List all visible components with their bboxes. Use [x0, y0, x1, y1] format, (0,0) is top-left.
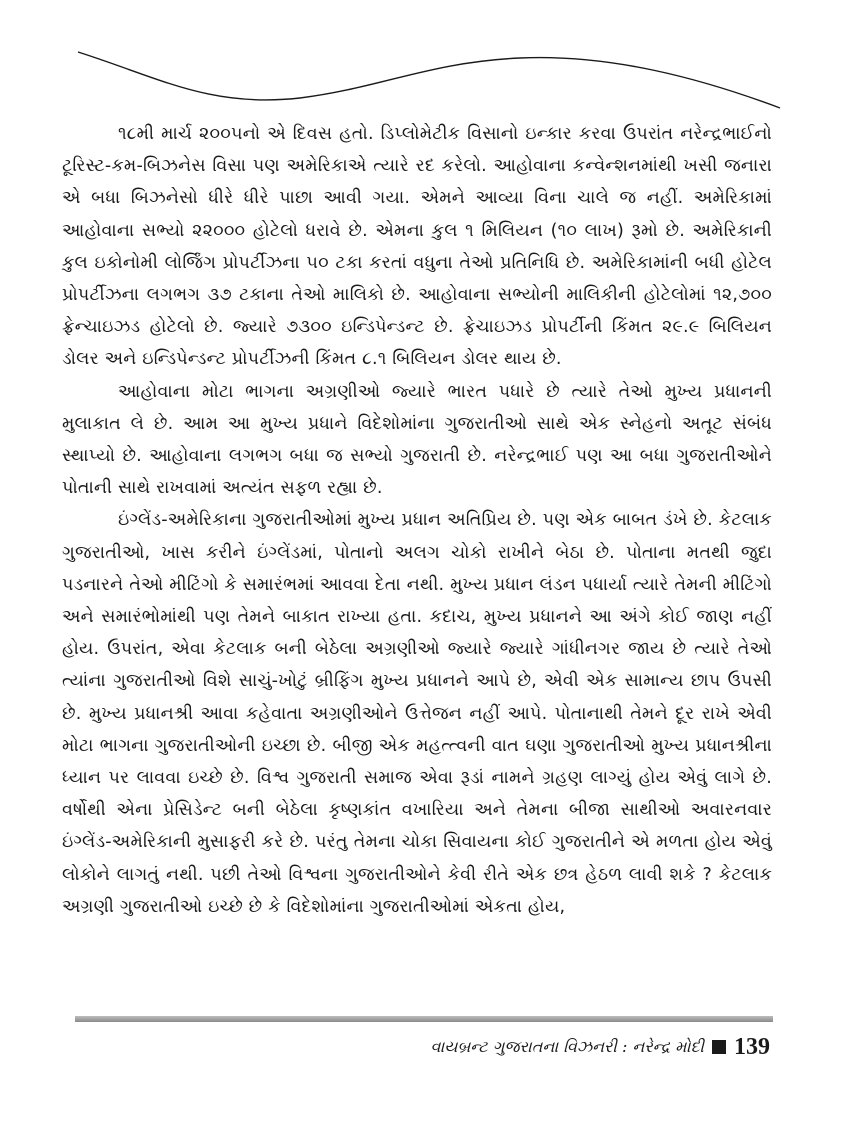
paragraph: આહોવાના મોટા ભાગના અગ્રણીઓ જ્યારે ભારત પધારે છે ત્યારે તેઓ મુખ્ય પ્રધાનની મુલાકાત લે છે. આમ આ મુખ્ય પ્રધાને વિદેશોમાંના ગુજરાતીઓ સાથે એક સ્નેહનો અતૂટ સંબંધ સ્થાપ્યો છે. આહોવાના લગભગ બધા જ સભ્યો ગુજરાતી છે. નરેન્દ્રભાઈ પણ આ બધા ગુજરાતીઓને પોતાની સાથે રાખવામાં અત્યંત સફળ રહ્યા છે. [62, 381, 772, 499]
paragraph: ઇંગ્લેંડ-અમેરિકાના ગુજરાતીઓમાં મુખ્ય પ્રધાન અતિપ્રિય છે. પણ એક બાબત ડંખે છે. કેટલાક ગુજરાતીઓ, ખાસ કરીને ઇંગ્લેંડમાં, પોતાનો અલગ ચોકો રાખીને બેઠા છે. પોતાના મતથી જુદા પડનારને તેઓ મીટિંગો કે સમારંભમાં આવવા દેતા નથી. મુખ્ય પ્રધાન લંડન પધાર્યા ત્યારે તેમની મીટિંગો અને સમારંભોમાંથી પણ તેમને બાકાત રાખ્યા હતા. કદાચ, મુખ્ય પ્રધાનને આ અંગે કોઈ જાણ નહીં હોય. ઉપરાંત, એવા કેટલાક બની બેઠેલા અગ્રણીઓ જ્યારે જ્યારે ગાંધીનગર જાય છે ત્યારે તેઓ ત્યાંના ગુજરાતીઓ વિશે સાચું-ખોટું બ્રીફિંગ મુખ્ય પ્રધાનને આપે છે, એવી એક સામાન્ય છાપ ઉપસી છે. મુખ્ય પ્રધાનશ્રી આવા કહેવાતા અગ્રણીઓને ઉત્તેજન નહીં આપે. પોતાનાથી તેમને દૂર રાખે એવી મોટા ભાગના ગુજરાતીઓની ઇચ્છા છે. બીજી એક મહત્ત્વની વાત ઘણા ગુજરાતીઓ મુખ્ય પ્રધાનશ્રીના ધ્યાન પર લાવવા ઇચ્છે છે. વિશ્વ ગુજરાતી સમાજ એવા રૂડાં નામને ગ્રહણ લાગ્યું હોય એવું લાગે છે. વર્ષોથી એના પ્રેસિડેન્ટ બની બેઠેલા કૃષ્ણકાંત વખારિયા અને તેમના બીજા સાથીઓ અવારનવાર ઇંગ્લેંડ-અમેરિકાની મુસાફરી કરે છે. પરંતુ તેમના ચોકા સિવાયના કોઈ ગુજરાતીને એ મળતા હોય એવું લોકોને લાગતું નથી. પછી તેઓ વિશ્વના ગુજરાતીઓને કેવી રીતે એક છત્ર હેઠળ લાવી શકે ? કેટલાક અગ્રણી ગુજરાતીઓ ઇચ્છે છે કે વિદેશોમાંના ગુજરાતીઓમાં એકતા હોય, [62, 510, 772, 917]
square-bullet-icon [712, 1040, 726, 1054]
body-text [62, 118, 772, 923]
paragraph: ૧૮મી માર્ચ ૨૦૦૫નો એ દિવસ હતો. ડિપ્લોમેટીક વિસાનો ઇન્કાર કરવા ઉપરાંત નરેન્દ્રભાઈનો ટૂરિસ્ટ-કમ-બિઝનેસ વિસા પણ અમેરિકાએ ત્યારે રદ કરેલો. આહોવાના કન્વેન્શનમાંથી ખસી જનારા એ બધા બિઝનેસો ધીરે ધીરે પાછા આવી ગયા. એમને આવ્યા વિના ચાલે જ નહીં. અમેરિકામાં આહોવાના સભ્યો ૨૨૦૦૦ હોટેલો ધરાવે છે. એમના કુલ ૧ મિલિયન (૧૦ લાખ) રૂમો છે. અમેરિકાની કુલ ઇકોનોમી લોર્જિંગ પ્રોપર્ટીઝના ૫૦ ટકા કરતાં વધુના તેઓ પ્રતિનિધિ છે. અમેરિકામાંની બધી હોટેલ પ્રોપર્ટીઝના લગભગ ૩૭ ટકાના તેઓ માલિકો છે. આહોવાના સભ્યોની માલિકીની હોટેલોમાં ૧૨,૭૦૦ ફ્રેન્ચાઇઝડ હોટેલો છે. જ્યારે ૭૩૦૦ ઇન્ડિપેન્ડન્ટ છે. ફ્રેચાઇઝડ પ્રોપર્ટીની કિંમત ૨૯.૯ બિલિયન ડોલર અને ઇન્ડિપેન્ડન્ટ પ્રોપર્ટીઝની કિંમત ૮.૧ બિલિયન ડોલર થાય છે. [62, 124, 772, 370]
page-footer [430, 1032, 770, 1062]
footer-divider [75, 1016, 773, 1022]
decorative-wave-curve [0, 0, 854, 130]
running-footer-title: વાયબ્રન્ટ ગુજરાતના વિઝનરી : નરેન્દ્ર મોદી [430, 1037, 704, 1056]
page-number: 139 [734, 1033, 770, 1060]
